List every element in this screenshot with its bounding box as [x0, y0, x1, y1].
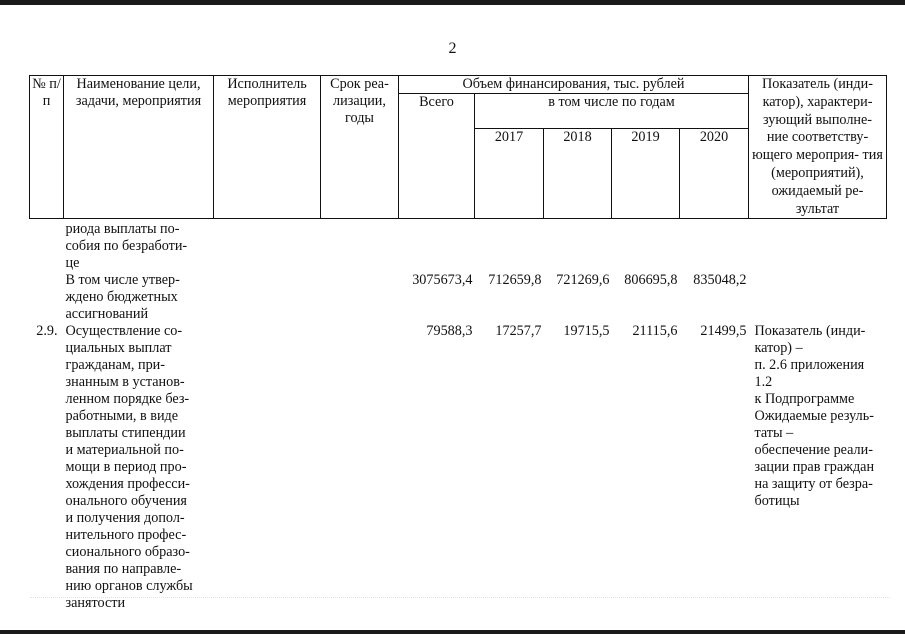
row-2019 — [612, 219, 680, 273]
row-total: 3075673,4 — [412, 272, 473, 289]
table-header — [30, 76, 887, 219]
row-name-line: вания по направле- — [65, 561, 182, 578]
row-no — [30, 219, 64, 273]
row-name-line: хождения професси- — [65, 476, 190, 493]
row-name-line: ждено бюджетных — [65, 289, 178, 306]
row-name-line: занятости — [65, 595, 126, 612]
header-by-years: в том числе по годам — [475, 94, 749, 129]
row-name-line: и материальной по- — [65, 442, 184, 459]
indicator-line: катор) – — [754, 340, 803, 357]
row-name-line: онального обучения — [65, 493, 187, 510]
row-no — [30, 272, 64, 323]
row-total — [399, 219, 475, 273]
row-2020: 21499,5 — [700, 323, 747, 340]
row-name — [64, 323, 214, 612]
row-indicator — [749, 272, 887, 323]
header-total: Всего — [399, 94, 475, 219]
table-row — [30, 323, 887, 612]
financing-table — [29, 75, 887, 612]
row-name-line: и получения допол- — [65, 510, 185, 527]
indicator-line: п. 2.6 приложения 1.2 — [754, 357, 865, 391]
header-name: Наименование цели, задачи, мероприятия — [64, 76, 214, 219]
row-executor — [214, 219, 321, 273]
header-executor: Исполнитель мероприятия — [214, 76, 321, 219]
indicator-line: Ожидаемые резуль- — [754, 408, 874, 425]
row-name — [64, 272, 214, 323]
row-name-line: знанным в установ- — [65, 374, 185, 391]
row-name-line: работными, в виде — [65, 408, 179, 425]
row-2017 — [475, 219, 544, 273]
row-name-line: ленном порядке без- — [65, 391, 190, 408]
row-term — [321, 219, 399, 273]
page-number: 2 — [448, 40, 457, 57]
row-2017: 712659,8 — [488, 272, 542, 289]
table-row — [30, 219, 887, 273]
row-name — [64, 219, 214, 273]
row-name-line: мощи в период про- — [65, 459, 187, 476]
indicator-line: Показатель (инди- — [754, 323, 866, 340]
row-2019: 806695,8 — [624, 272, 678, 289]
header-no: № п/п — [30, 76, 64, 219]
scan-edge-top — [0, 0, 905, 5]
indicator-line: к Подпрограмме — [754, 391, 855, 408]
row-name-line: собия по безработи- — [65, 238, 188, 255]
row-indicator — [749, 323, 887, 612]
header-term: Срок реа- лизации, годы — [321, 76, 399, 219]
table-body — [30, 219, 887, 613]
row-total: 79588,3 — [426, 323, 473, 340]
row-executor — [214, 323, 321, 612]
row-2018 — [544, 219, 612, 273]
indicator-line: ботицы — [754, 493, 800, 510]
table-row — [30, 272, 887, 323]
header-indicator: Показатель (инди- катор), характери- зующий выполне- ние соответству- ющего мероприя- тия (мероприятий), ожидаемый ре- зультат — [749, 76, 887, 219]
header-funding: Объем финансирования, тыс. рублей — [399, 76, 749, 94]
row-name-line: нию органов службы — [65, 578, 193, 595]
header-year-2019: 2019 — [612, 129, 680, 219]
row-term — [321, 323, 399, 612]
row-2018: 721269,6 — [556, 272, 610, 289]
header-year-2020: 2020 — [680, 129, 749, 219]
row-name-line: нительного профес- — [65, 527, 187, 544]
row-name-line: циальных выплат — [65, 340, 172, 357]
row-name-line: це — [65, 255, 80, 272]
row-name-line: ассигнований — [65, 306, 149, 323]
row-name-line: сионального образо- — [65, 544, 190, 561]
scan-edge-bottom — [0, 630, 905, 634]
row-indicator — [749, 219, 887, 273]
header-year-2018: 2018 — [544, 129, 612, 219]
row-name-line: В том числе утвер- — [65, 272, 180, 289]
row-name-line: гражданам, при- — [65, 357, 165, 374]
row-2018: 19715,5 — [563, 323, 610, 340]
row-2017: 17257,7 — [495, 323, 542, 340]
scan-noise — [30, 597, 890, 612]
row-2019: 21115,6 — [632, 323, 678, 340]
row-name-line: выплаты стипендии — [65, 425, 186, 442]
row-term — [321, 272, 399, 323]
row-executor — [214, 272, 321, 323]
indicator-line: таты – — [754, 425, 794, 442]
row-2020 — [680, 219, 749, 273]
row-name-line: риода выплаты по- — [65, 221, 180, 238]
indicator-line: зации прав граждан — [754, 459, 875, 476]
indicator-line: на защиту от безра- — [754, 476, 873, 493]
row-name-line: Осуществление со- — [65, 323, 183, 340]
row-2020: 835048,2 — [693, 272, 747, 289]
indicator-line: обеспечение реали- — [754, 442, 873, 459]
row-no: 2.9. — [36, 323, 58, 340]
header-year-2017: 2017 — [475, 129, 544, 219]
